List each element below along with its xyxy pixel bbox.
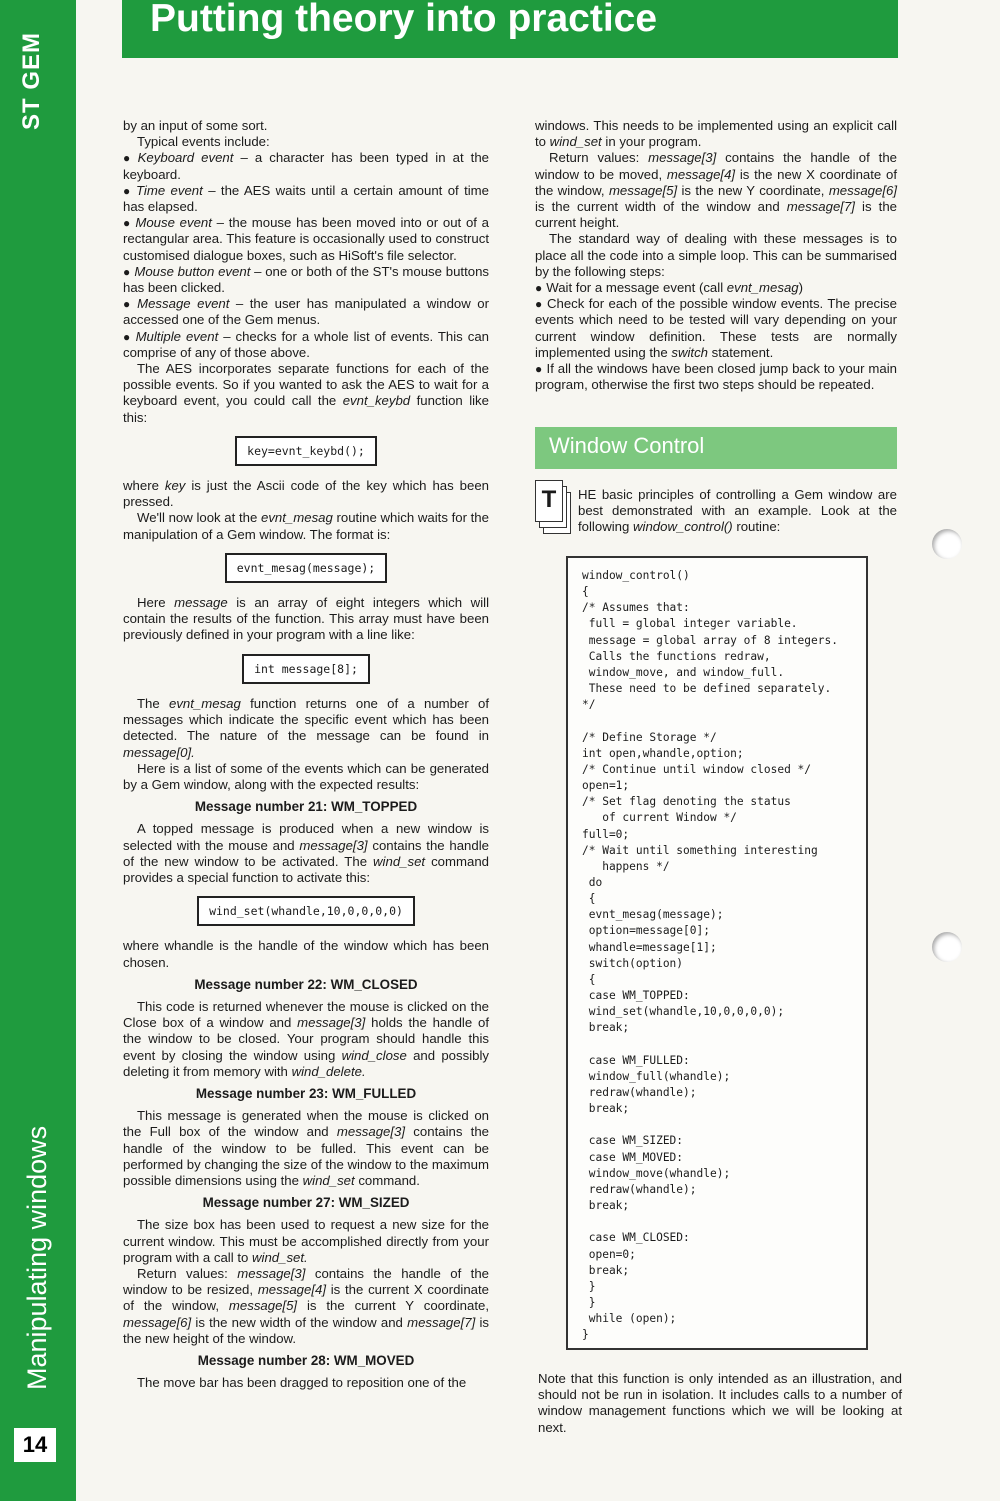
paragraph: Here is a list of some of the events which can be generated by a Gem window, along with the expected results:: [123, 760, 489, 792]
term: message[3]: [237, 1265, 306, 1281]
message-heading: Message number 22: WM_CLOSED: [194, 976, 418, 992]
message-heading: Message number 27: WM_SIZED: [202, 1195, 410, 1211]
text: routine:: [732, 519, 781, 535]
term: message[4]: [257, 1282, 326, 1298]
term: Message event: [137, 296, 230, 312]
term: message[6]: [828, 182, 897, 198]
page-number: 14: [14, 1428, 56, 1462]
paragraph: [123, 478, 489, 510]
drop-cap-letter: T: [535, 480, 563, 522]
code-listing: [566, 556, 868, 1350]
text: windows. This needs to be implemented using an explicit call to: [535, 118, 897, 150]
code-snippet: evnt_mesag(message);: [225, 553, 387, 583]
page-title: Putting theory into practice: [150, 0, 658, 40]
binder-hole: [932, 529, 962, 559]
term: wind_close: [341, 1047, 407, 1063]
term: Mouse button event: [134, 263, 251, 279]
text: function returns one of a number of messages which indicate the specific event which has been detected. The nature of the message can be found in: [123, 695, 489, 744]
text: statement.: [708, 344, 774, 360]
paragraph: The move bar has been dragged to reposition one of the: [137, 1375, 467, 1391]
section-header: [535, 427, 897, 469]
term: message[3]: [336, 1124, 406, 1140]
term: evnt_mesag: [726, 280, 799, 296]
paragraph: [123, 696, 489, 761]
paragraph: Typical events include:: [137, 134, 270, 150]
paragraph: [535, 118, 897, 150]
bullet-text: – checks for a whole list of events. This can comprise of any of those above.: [123, 328, 489, 360]
bullet-item: [123, 215, 489, 264]
bullet-item: [123, 296, 489, 328]
text: This code is returned whenever the mouse is clicked on the Close box of a window and: [123, 998, 489, 1031]
paragraph: [123, 821, 489, 886]
paragraph: [123, 999, 489, 1080]
bullet-text: – the mouse has been moved into or out of a rectangular area. This feature is occasionally used to construct customised dialogue boxes, such as HiSoft's file selector.: [123, 215, 490, 263]
text: Return values:: [137, 1265, 238, 1281]
text: is the new X coordinate of the window,: [535, 166, 897, 198]
code-listing-text: window_control() { /* Assumes that: full = global integer variable. message = global array of 8 integers. Calls the functions redraw, window_move, and window_full. These need to be defined separately. */ /* Define Storage */ int open,whandle,option; /* Continue until window closed */ open=1; /* Set flag denoting the status of current Window */ full=0; /* Wait until something interesting happens */ do { evnt_mesag(message); option=message[0]; whandle=message[1]; switch(option) { case WM_TOPPED: wind_set(whandle,10,0,0,0,0); break; case WM_FULLED: window_full(whandle); redraw(whandle); break; case WM_SIZED: case WM_MOVED: window_move(whandle); redraw(whandle); break; case WM_CLOSED: open=0; break; } } while (open); }: [582, 569, 838, 1342]
text: is the current X coordinate of the window,: [123, 1282, 489, 1314]
bullet-item: [123, 150, 489, 182]
term: evnt_mesag: [169, 695, 241, 711]
text: function like this:: [123, 393, 489, 425]
text: contains the handle of the window to be moved,: [535, 150, 898, 182]
term: Time event: [135, 182, 203, 198]
bullet-item: [123, 264, 489, 296]
term: message[3]: [648, 150, 717, 166]
text: HE basic principles of controlling a Gem window are best demonstrated with an example. Look at the following: [578, 487, 897, 535]
paragraph: [123, 1108, 489, 1189]
term: Mouse event: [135, 215, 212, 231]
term: message: [174, 595, 228, 611]
bullet-item: [123, 183, 489, 215]
text: contains the handle of the window to be fulled. This event can be performed by changing the size of the window to the maximum possible dimensions using the: [123, 1124, 490, 1188]
term: message[0].: [123, 744, 195, 760]
text: contains the handle of the new window to be activated. The: [123, 837, 489, 869]
term: message[7]: [407, 1314, 476, 1330]
text: We'll now look at the: [137, 510, 261, 526]
term: message[5]: [608, 182, 678, 198]
drop-cap: [535, 480, 569, 534]
code-snippet: int message[8];: [242, 654, 370, 684]
term: message[3]: [299, 837, 368, 853]
term: Keyboard event: [137, 150, 234, 166]
bullet-text: – the AES waits until a certain amount of time has elapsed.: [123, 182, 489, 215]
text: The AES incorporates separate functions for each of the possible events. So if you wanted to ask the AES to wait for a keyboard event, you could call the: [123, 361, 489, 409]
text: Check for each of the possible window events. The precise events which need to be tested will vary depending on your current window definition. These tests are normally implemented using the: [535, 296, 897, 360]
text: is the current height.: [535, 199, 897, 231]
paragraph: The standard way of dealing with these messages is to place all the code into a simple loop. This can be summarised by the following steps:: [535, 231, 897, 279]
text: routine which waits for the manipulation of a Gem window. The format is:: [123, 510, 489, 542]
text: in your program.: [601, 134, 702, 150]
code-snippet: wind_set(whandle,10,0,0,0,0): [197, 896, 415, 926]
term: window_control(): [632, 519, 733, 535]
term: switch: [671, 344, 708, 360]
text: Return values:: [549, 150, 649, 166]
text: Wait for a message event (call: [546, 280, 727, 296]
paragraph: [123, 595, 489, 644]
text: holds the handle of the window to be closed. Your program should handle this event by closing the window using: [123, 1015, 489, 1063]
paragraph: [123, 510, 489, 542]
text: is an array of eight integers which will contain the results of the function. This array must have been previously defined in your program with a line like:: [123, 595, 489, 643]
paragraph: [123, 1217, 489, 1266]
term: evnt_keybd: [342, 393, 411, 409]
paragraph: [123, 1266, 489, 1347]
bullet-item: [123, 329, 489, 361]
title-banner: [122, 0, 898, 58]
message-heading: Message number 21: WM_TOPPED: [194, 799, 418, 815]
text: ): [798, 280, 804, 296]
term: key: [164, 478, 186, 494]
message-heading: Message number 23: WM_FULLED: [195, 1085, 417, 1101]
term: message[6]: [123, 1314, 192, 1330]
code-snippet: key=evnt_keybd();: [235, 436, 377, 466]
intro-paragraph: [578, 487, 897, 536]
term: wind_delete.: [291, 1063, 366, 1079]
text: command.: [354, 1172, 420, 1188]
term: wind_set.: [252, 1249, 308, 1265]
paragraph: [123, 361, 489, 426]
term: message[7]: [786, 199, 855, 215]
left-column: [123, 118, 489, 1391]
text: command provides a special function to activate this:: [123, 853, 489, 885]
text: is the new Y coordinate,: [677, 182, 829, 198]
text: is the new height of the window.: [123, 1314, 489, 1346]
paragraph: where whandle is the handle of the window which has been chosen.: [123, 938, 489, 970]
term: Multiple event: [135, 328, 219, 344]
section-label: ST GEM: [18, 31, 45, 130]
text: is just the Ascii code of the key which has been pressed.: [123, 478, 489, 510]
term: message[4]: [666, 166, 736, 182]
term: wind_set: [549, 134, 602, 150]
bullet-text: – a character has been typed in at the keyboard.: [123, 150, 489, 182]
note-paragraph: Note that this function is only intended as an illustration, and should not be run in isolation. It includes calls to a number of window management functions which we will be looking at next.: [538, 1371, 902, 1435]
term: message[5]: [228, 1298, 298, 1314]
chapter-label: Manipulating windows: [22, 1125, 52, 1390]
binder-hole: [932, 932, 962, 962]
text: contains the handle of the window to be resized,: [123, 1265, 490, 1298]
term: wind_set: [302, 1172, 355, 1188]
paragraph: by an input of some sort.: [123, 118, 268, 133]
term: wind_set: [373, 853, 426, 869]
section-title: Window Control: [549, 433, 705, 458]
text: and possibly deleting it from memory with: [123, 1047, 489, 1079]
message-heading: Message number 28: WM_MOVED: [197, 1353, 415, 1368]
text: The: [137, 695, 169, 711]
text: Here: [137, 595, 175, 611]
bullet-text: – the user has manipulated a window or accessed one of the Gem menus.: [123, 296, 490, 328]
text: This message is generated when the mouse is clicked on the Full box of the window and: [123, 1108, 489, 1140]
bullet-item: [535, 280, 897, 296]
bullet-text: – one or both of the ST's mouse buttons has been clicked.: [123, 263, 489, 296]
text: The size box has been used to request a new size for the current window. This must be accomplished directly from your program with a call to: [123, 1217, 489, 1265]
bullet-item: ● If all the windows have been closed jump back to your main program, otherwise the first two steps should be repeated.: [535, 361, 897, 393]
text: is the current width of the window and: [535, 199, 787, 215]
paragraph: [535, 150, 897, 231]
text: is the new width of the window and: [191, 1314, 408, 1330]
text: A topped message is produced when a new window is selected with the mouse and: [123, 821, 489, 853]
text: is the current Y coordinate,: [297, 1298, 489, 1314]
term: message[3]: [297, 1015, 366, 1031]
sidebar-strip: [0, 0, 76, 1501]
bullet-item: [535, 296, 897, 361]
right-column: [535, 118, 897, 393]
term: evnt_mesag: [260, 510, 333, 526]
text: where: [123, 478, 165, 494]
